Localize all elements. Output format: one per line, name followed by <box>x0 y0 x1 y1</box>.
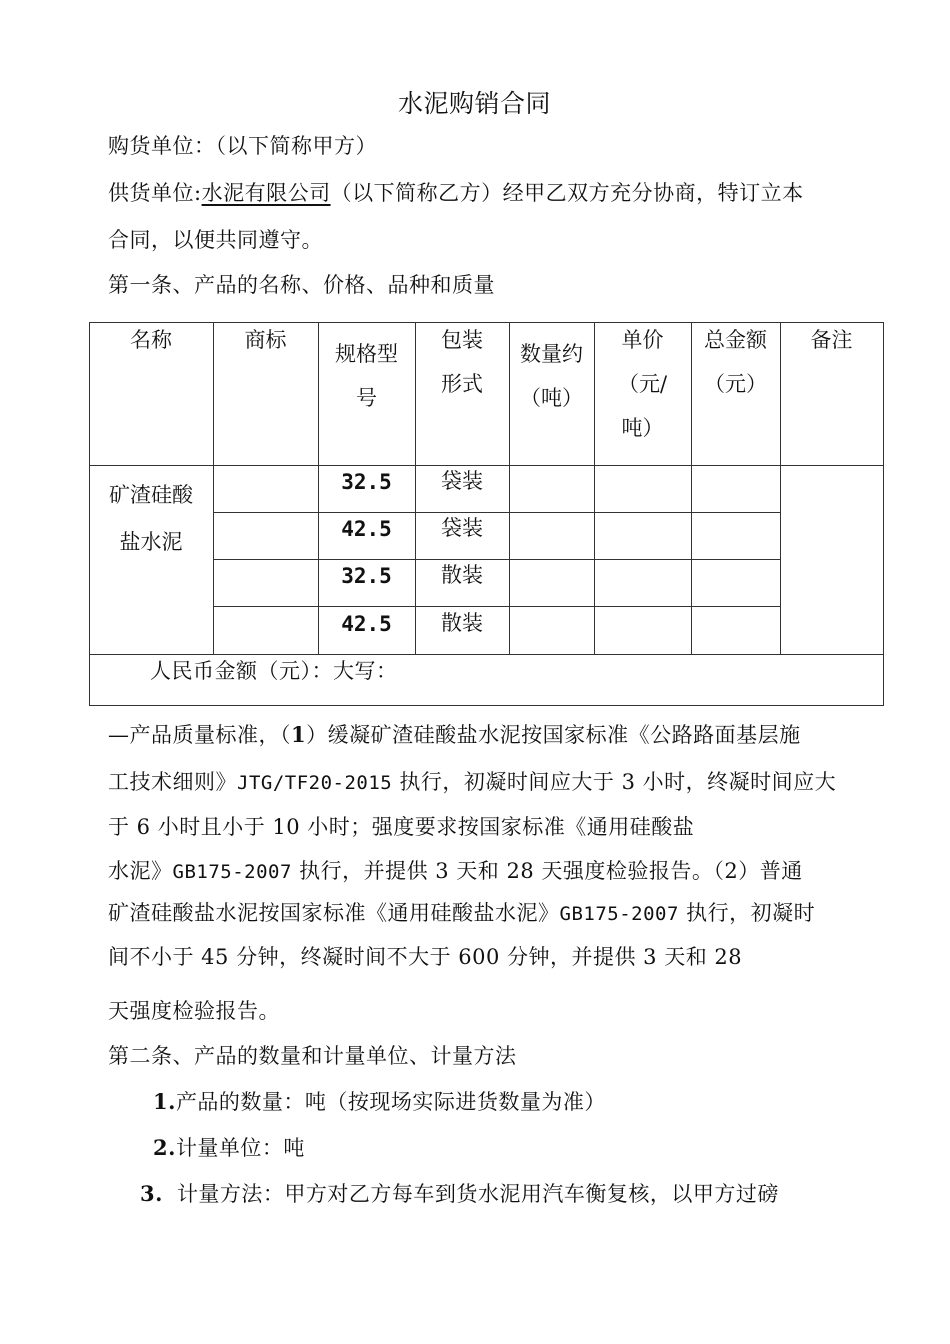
quality-line-4-a: 水泥》 <box>108 859 173 883</box>
quality-line-5-a: 矿渣硅酸盐水泥按国家标准《通用硅酸盐水泥》 <box>108 901 560 925</box>
table-row-4-pack: 散装 <box>441 611 483 635</box>
list-item-2-num: 2. <box>153 1135 176 1160</box>
rmb-amount-label: 人民币金额（元）：大写： <box>150 659 398 683</box>
list-item-1-num: 1. <box>153 1089 176 1114</box>
table-border-right <box>883 322 884 706</box>
seller-prefix: 供货单位: <box>108 181 202 205</box>
header-price-3: 吨） <box>621 416 664 440</box>
table-border-top <box>89 322 884 323</box>
table-row-1-pack: 袋装 <box>441 469 483 493</box>
header-price-1: 单价 <box>621 328 664 352</box>
standard-code-gb-2: GB175-2007 <box>559 903 679 925</box>
quality-line-2-b: 执行，初凝时间应大于 3 小时，终凝时间应大 <box>392 770 837 794</box>
quality-line-1 <box>108 721 801 749</box>
article-2-heading: 第二条、产品的数量和计量单位、计量方法 <box>108 1044 517 1068</box>
quality-line-4-b: 执行，并提供 3 天和 28 天强度检验报告。（2）普通 <box>291 859 803 883</box>
quality-line-5 <box>108 899 815 928</box>
list-item-1-text: 产品的数量：吨（按现场实际进货数量为准） <box>175 1090 606 1114</box>
header-spec-1: 规格型 <box>335 342 398 366</box>
table-row-2-spec: 42.5 <box>341 517 392 541</box>
page-title: 水泥购销合同 <box>398 89 552 118</box>
list-item-3-num: 3. <box>140 1181 163 1206</box>
quality-line-6: 间不小于 45 分钟，终凝时间不大于 600 分钟，并提供 3 天和 28 <box>108 945 743 969</box>
header-pack-2: 形式 <box>441 372 483 396</box>
header-qty-1: 数量约 <box>520 342 583 366</box>
table-border-bottom <box>89 705 884 706</box>
header-qty-2: （吨） <box>520 386 583 410</box>
quality-line-3: 于 6 小时且小于 10 小时；强度要求按国家标准《通用硅酸盐 <box>108 815 695 839</box>
header-name: 名称 <box>130 328 172 352</box>
seller-line <box>108 179 804 207</box>
intro-line-2: 合同，以便共同遵守。 <box>108 228 323 252</box>
header-pack-1: 包装 <box>441 328 483 352</box>
list-item-3-text: 计量方法：甲方对乙方每车到货水泥用汽车衡复核，以甲方过磅 <box>176 1182 779 1206</box>
header-brand: 商标 <box>244 328 287 352</box>
quality-line-1-b: ）缓凝矿渣硅酸盐水泥按国家标准《公路路面基层施 <box>306 723 801 747</box>
col-divider-4 <box>509 322 510 654</box>
standard-code-jtg: JTG/TF20-2015 <box>237 772 393 794</box>
rmb-row-top <box>89 654 884 655</box>
table-row-1-spec: 32.5 <box>341 470 392 494</box>
header-total-2: （元） <box>704 372 767 396</box>
header-total-1: 总金额 <box>704 328 767 352</box>
col-divider-1 <box>213 322 214 654</box>
row-divider-2 <box>213 559 780 560</box>
quality-line-2 <box>108 768 836 797</box>
list-item-2-text: 计量单位：吨 <box>175 1136 305 1160</box>
header-spec-2: 号 <box>356 386 377 410</box>
quality-line-2-a: 工技术细则》 <box>108 770 237 794</box>
table-header-bottom <box>89 465 884 466</box>
list-item-1 <box>153 1088 606 1116</box>
table-row-2-pack: 袋装 <box>441 516 483 540</box>
buyer-line: 购货单位：（以下简称甲方） <box>108 134 377 158</box>
row-divider-3 <box>213 606 780 607</box>
table-border-left <box>89 322 90 706</box>
seller-suffix: （以下简称乙方）经甲乙双方充分协商，特订立本 <box>330 181 804 205</box>
article-1-heading: 第一条、产品的名称、价格、品种和质量 <box>108 273 495 297</box>
seller-name: 水泥有限公司 <box>201 181 331 205</box>
product-name-2: 盐水泥 <box>119 530 183 554</box>
list-item-3 <box>140 1180 779 1208</box>
table-row-3-pack: 散装 <box>441 563 483 587</box>
quality-line-5-b: 执行，初凝时 <box>678 901 816 925</box>
list-item-2 <box>153 1134 305 1162</box>
quality-line-1-a: —产品质量标准，（ <box>108 723 291 747</box>
quality-line-1-num: 1 <box>291 722 307 747</box>
col-divider-7 <box>780 322 781 654</box>
quality-line-4 <box>108 857 803 886</box>
quality-line-7: 天强度检验报告。 <box>108 999 280 1023</box>
header-remark: 备注 <box>810 328 853 352</box>
table-row-4-spec: 42.5 <box>341 612 392 636</box>
table-row-3-spec: 32.5 <box>341 564 392 588</box>
product-name-1: 矿渣硅酸 <box>109 483 193 507</box>
header-price-2: （元/ <box>617 372 668 396</box>
standard-code-gb-1: GB175-2007 <box>172 861 292 883</box>
row-divider-1 <box>213 512 780 513</box>
